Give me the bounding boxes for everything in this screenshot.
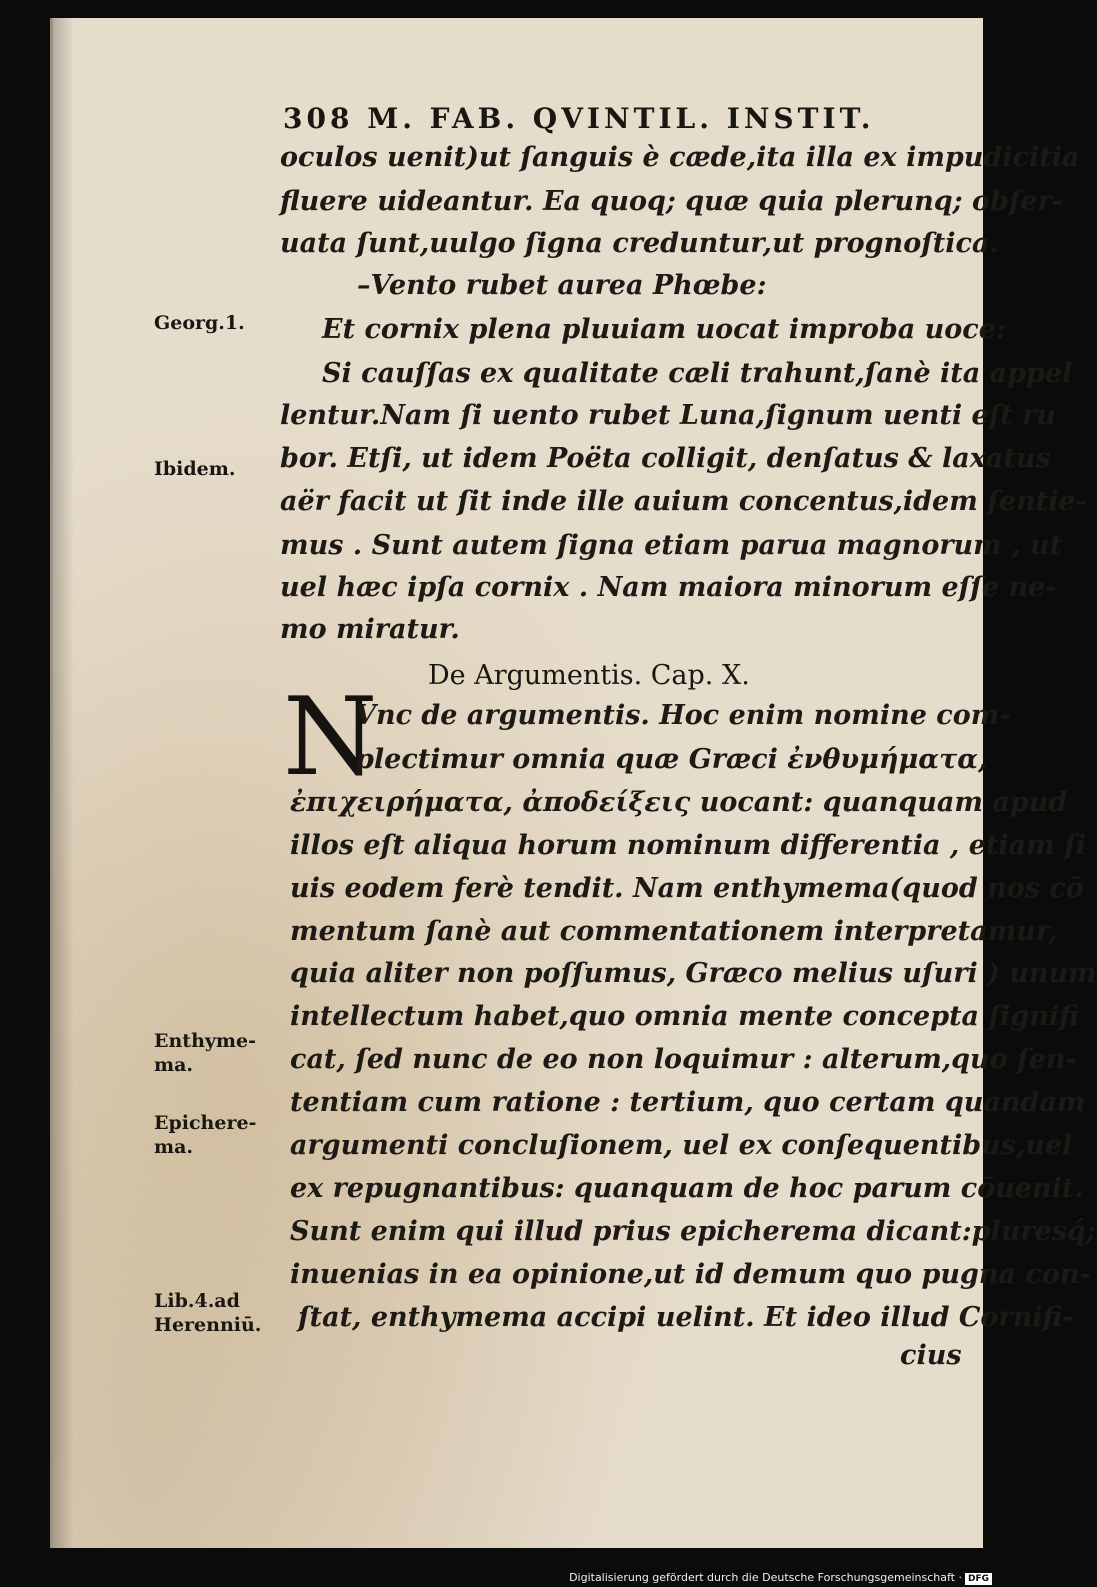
text-line: mus . Sunt autem ſigna etiam parua magnorum , ut bbox=[280, 530, 1063, 561]
catchword: cius bbox=[900, 1340, 962, 1371]
text-line: cat, ſed nunc de eo non loquimur : alterum,quo ſen- bbox=[290, 1044, 1077, 1075]
page-gutter-shadow bbox=[50, 18, 74, 1548]
margin-note: Lib.4.ad bbox=[154, 1290, 240, 1312]
margin-note: Epichere- bbox=[154, 1112, 257, 1134]
dfg-logo: DFG bbox=[965, 1573, 992, 1585]
margin-note: ma. bbox=[154, 1054, 194, 1076]
text-line: mo miratur. bbox=[280, 614, 460, 645]
text-line: Sunt enim qui illud prius epicherema dicant:pluresq́; bbox=[290, 1216, 1096, 1247]
text-line: uata ſunt,uulgo ſigna creduntur,ut prognoſtica. bbox=[280, 228, 999, 259]
text-line: Vnc de argumentis. Hoc enim nomine com- bbox=[355, 700, 1011, 731]
verse-line: –Vento rubet aurea Phœbe: bbox=[357, 270, 767, 301]
margin-note: Herenniū. bbox=[154, 1314, 262, 1336]
margin-note: Ibidem. bbox=[154, 458, 236, 480]
text-line: lentur.Nam ſi uento rubet Luna,ſignum uenti eſt ru bbox=[280, 400, 1057, 431]
margin-note: ma. bbox=[154, 1136, 194, 1158]
text-line: ſtat, enthymema accipi uelint. Et ideo illud Cornifi- bbox=[298, 1302, 1074, 1333]
text-line: bor. Etſi, ut idem Poëta colligit, denſatus & laxatus bbox=[280, 443, 1051, 474]
text-line: ἐπιχειρήματα, ἀποδείξεις uocant: quanquam apud bbox=[290, 787, 1068, 818]
text-line: ex repugnantibus: quanquam de hoc parum cōuenit. bbox=[290, 1173, 1084, 1204]
digitization-footer bbox=[569, 1571, 992, 1585]
drop-cap: N bbox=[283, 675, 378, 800]
text-line: uis eodem ferè tendit. Nam enthymema(quod nos cō bbox=[290, 873, 1084, 904]
text-line: illos eſt aliqua horum nominum differentia , etiam ſi bbox=[290, 830, 1086, 861]
text-line: aër facit ut ſit inde ille auium concentus,idem ſentie- bbox=[280, 486, 1087, 517]
text-line: tentiam cum ratione : tertium, quo certam quandam bbox=[290, 1087, 1086, 1118]
running-header: 308 M. FAB. QVINTIL. INSTIT. bbox=[283, 102, 875, 135]
margin-note: Georg.1. bbox=[154, 312, 245, 334]
text-line: mentum ſanè aut commentationem interpretamur, bbox=[290, 916, 1058, 947]
text-line: oculos uenit)ut ſanguis è cæde,ita illa ex impudicitia bbox=[280, 142, 1080, 173]
text-line: fluere uideantur. Ea quoq; quæ quia plerunq; obſer- bbox=[280, 186, 1064, 217]
text-line: argumenti concluſionem, uel ex conſequentibus,uel bbox=[290, 1130, 1073, 1161]
text-line: plectimur omnia quæ Græci ἐνθυμήματα, bbox=[355, 744, 988, 775]
text-line: uel hæc ipſa cornix . Nam maiora minorum eſſe ne- bbox=[280, 572, 1057, 603]
section-heading: De Argumentis. Cap. X. bbox=[428, 660, 750, 691]
text-line: inuenias in ea opinione,ut id demum quo pugna con- bbox=[290, 1259, 1091, 1290]
verse-line: Et cornix plena pluuiam uocat improba uoce: bbox=[322, 314, 1006, 345]
text-line: Si cauſſas ex qualitate cæli trahunt,ſanè ita appel bbox=[322, 358, 1073, 389]
text-line: quia aliter non poſſumus, Græco melius uſuri ) unum bbox=[290, 958, 1097, 989]
text-line: intellectum habet,quo omnia mente concepta ſignifi bbox=[290, 1001, 1079, 1032]
margin-note: Enthyme- bbox=[154, 1030, 257, 1052]
footer-text: Digitalisierung gefördert durch die Deutsche Forschungsgemeinschaft · bbox=[569, 1571, 962, 1584]
